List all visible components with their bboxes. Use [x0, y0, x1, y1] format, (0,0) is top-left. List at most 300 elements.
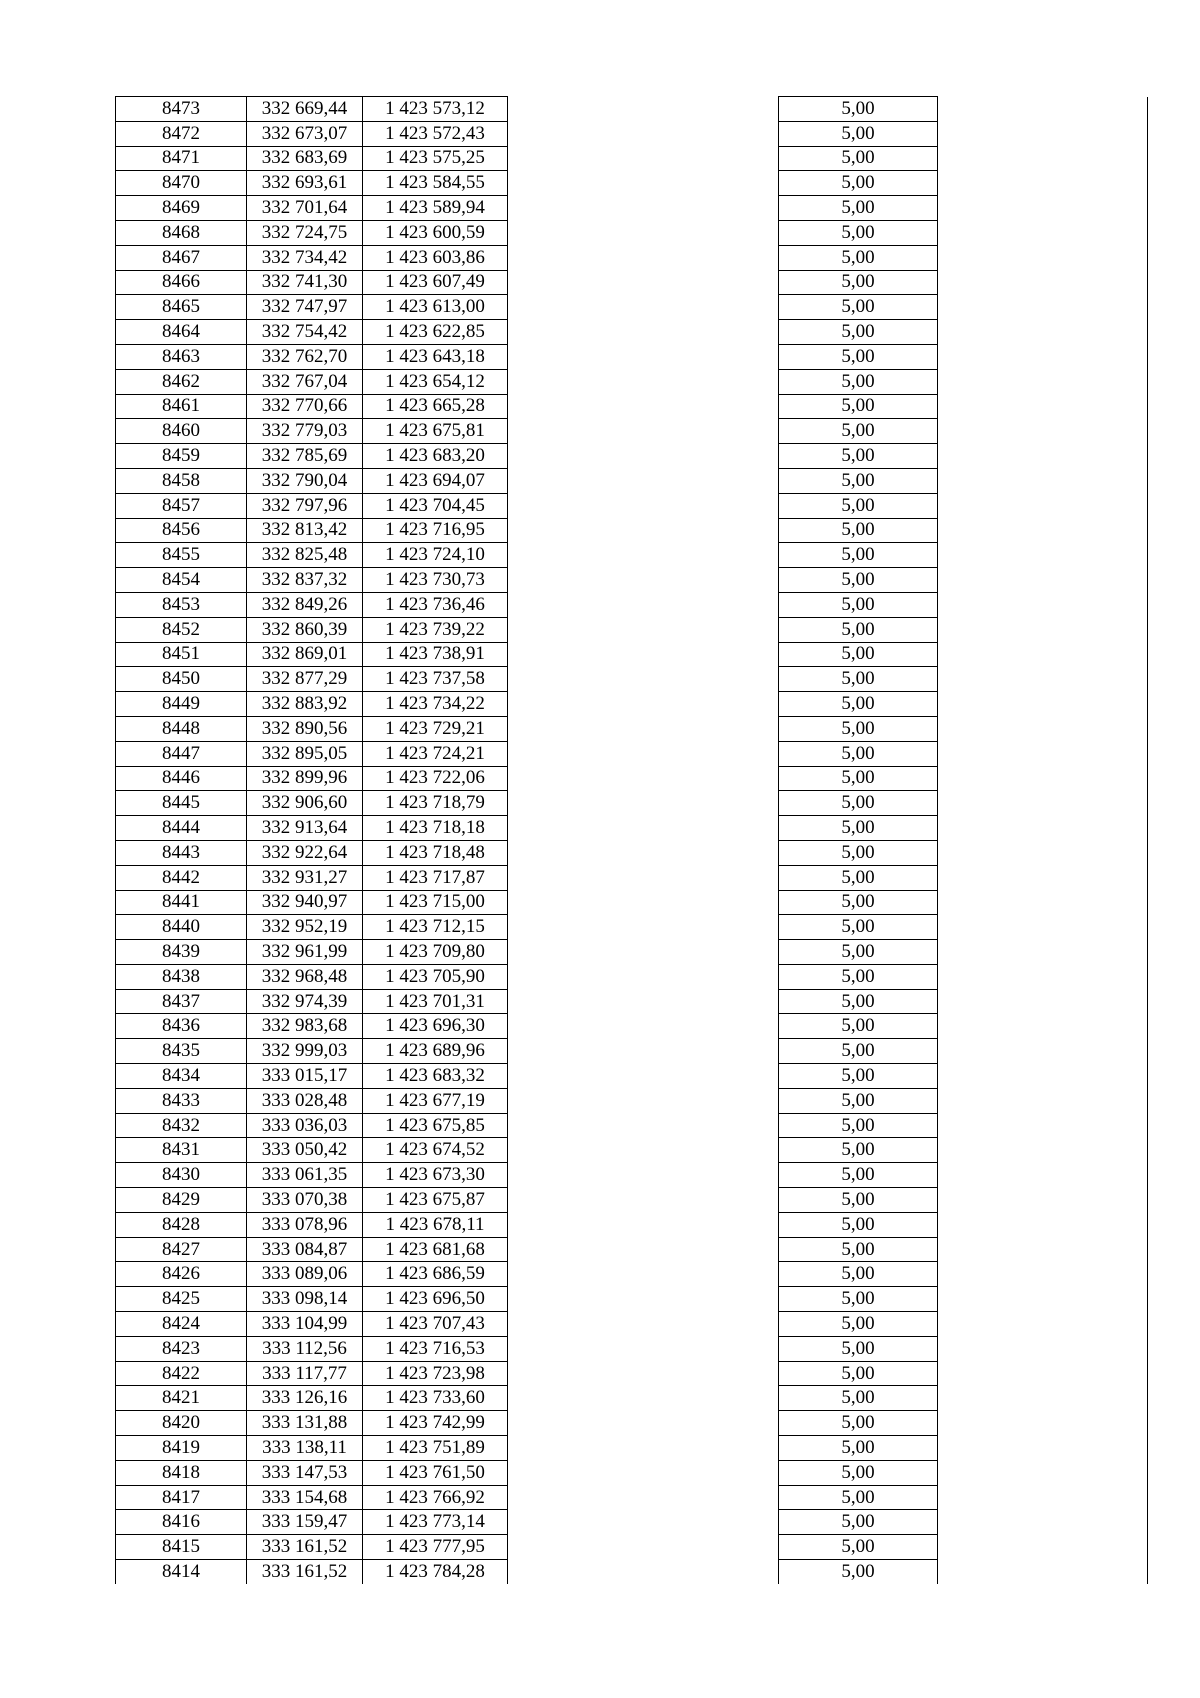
point-number-cell: 8459 [116, 444, 247, 469]
point-number-cell: 8435 [116, 1039, 247, 1064]
empty-cell [938, 716, 1148, 741]
x-coordinate-cell: 333 084,87 [247, 1237, 363, 1262]
point-number-cell: 8439 [116, 940, 247, 965]
x-coordinate-cell: 333 104,99 [247, 1312, 363, 1337]
accuracy-cell: 5,00 [779, 518, 938, 543]
point-number-cell: 8419 [116, 1436, 247, 1461]
point-number-cell: 8460 [116, 419, 247, 444]
point-number-cell: 8433 [116, 1088, 247, 1113]
table-row [116, 1460, 1148, 1485]
empty-cell [938, 568, 1148, 593]
empty-cell [508, 419, 779, 444]
accuracy-cell: 5,00 [779, 568, 938, 593]
empty-cell [508, 741, 779, 766]
point-number-cell: 8434 [116, 1064, 247, 1089]
empty-cell [938, 667, 1148, 692]
table-row [116, 1237, 1148, 1262]
y-coordinate-cell: 1 423 675,81 [363, 419, 508, 444]
accuracy-cell: 5,00 [779, 840, 938, 865]
empty-cell [508, 220, 779, 245]
table-row [116, 741, 1148, 766]
x-coordinate-cell: 333 154,68 [247, 1485, 363, 1510]
empty-cell [938, 468, 1148, 493]
table-row [116, 1113, 1148, 1138]
table-row [116, 915, 1148, 940]
table-row [116, 766, 1148, 791]
x-coordinate-cell: 333 147,53 [247, 1460, 363, 1485]
y-coordinate-cell: 1 423 722,06 [363, 766, 508, 791]
coordinates-table-body [116, 97, 1148, 1584]
point-number-cell: 8461 [116, 394, 247, 419]
point-number-cell: 8463 [116, 344, 247, 369]
point-number-cell: 8445 [116, 791, 247, 816]
x-coordinate-cell: 333 098,14 [247, 1287, 363, 1312]
empty-cell [938, 1287, 1148, 1312]
x-coordinate-cell: 332 968,48 [247, 964, 363, 989]
empty-cell [938, 394, 1148, 419]
x-coordinate-cell: 332 693,61 [247, 171, 363, 196]
y-coordinate-cell: 1 423 738,91 [363, 642, 508, 667]
empty-cell [508, 1361, 779, 1386]
accuracy-cell: 5,00 [779, 816, 938, 841]
empty-cell [508, 1113, 779, 1138]
empty-cell [508, 1485, 779, 1510]
empty-cell [938, 816, 1148, 841]
empty-cell [508, 890, 779, 915]
empty-cell [938, 344, 1148, 369]
table-row [116, 97, 1148, 122]
point-number-cell: 8430 [116, 1163, 247, 1188]
x-coordinate-cell: 333 161,52 [247, 1535, 363, 1560]
empty-cell [938, 890, 1148, 915]
point-number-cell: 8455 [116, 543, 247, 568]
accuracy-cell: 5,00 [779, 97, 938, 122]
y-coordinate-cell: 1 423 724,10 [363, 543, 508, 568]
x-coordinate-cell: 332 754,42 [247, 320, 363, 345]
y-coordinate-cell: 1 423 709,80 [363, 940, 508, 965]
table-row [116, 419, 1148, 444]
table-row [116, 1262, 1148, 1287]
empty-cell [508, 1287, 779, 1312]
y-coordinate-cell: 1 423 718,48 [363, 840, 508, 865]
y-coordinate-cell: 1 423 784,28 [363, 1560, 508, 1584]
accuracy-cell: 5,00 [779, 1212, 938, 1237]
y-coordinate-cell: 1 423 589,94 [363, 196, 508, 221]
y-coordinate-cell: 1 423 701,31 [363, 989, 508, 1014]
empty-cell [938, 791, 1148, 816]
point-number-cell: 8432 [116, 1113, 247, 1138]
x-coordinate-cell: 332 890,56 [247, 716, 363, 741]
point-number-cell: 8442 [116, 865, 247, 890]
point-number-cell: 8464 [116, 320, 247, 345]
empty-cell [508, 1460, 779, 1485]
empty-cell [938, 1411, 1148, 1436]
accuracy-cell: 5,00 [779, 1436, 938, 1461]
point-number-cell: 8444 [116, 816, 247, 841]
y-coordinate-cell: 1 423 607,49 [363, 270, 508, 295]
x-coordinate-cell: 333 117,77 [247, 1361, 363, 1386]
table-row [116, 1312, 1148, 1337]
point-number-cell: 8437 [116, 989, 247, 1014]
accuracy-cell: 5,00 [779, 890, 938, 915]
point-number-cell: 8427 [116, 1237, 247, 1262]
empty-cell [508, 518, 779, 543]
table-row [116, 1188, 1148, 1213]
point-number-cell: 8454 [116, 568, 247, 593]
point-number-cell: 8431 [116, 1138, 247, 1163]
y-coordinate-cell: 1 423 739,22 [363, 617, 508, 642]
point-number-cell: 8466 [116, 270, 247, 295]
accuracy-cell: 5,00 [779, 171, 938, 196]
accuracy-cell: 5,00 [779, 394, 938, 419]
accuracy-cell: 5,00 [779, 1510, 938, 1535]
y-coordinate-cell: 1 423 734,22 [363, 692, 508, 717]
empty-cell [508, 791, 779, 816]
empty-cell [508, 865, 779, 890]
x-coordinate-cell: 332 797,96 [247, 493, 363, 518]
empty-cell [938, 741, 1148, 766]
point-number-cell: 8448 [116, 716, 247, 741]
x-coordinate-cell: 332 883,92 [247, 692, 363, 717]
accuracy-cell: 5,00 [779, 270, 938, 295]
empty-cell [938, 493, 1148, 518]
table-row [116, 394, 1148, 419]
y-coordinate-cell: 1 423 673,30 [363, 1163, 508, 1188]
x-coordinate-cell: 332 673,07 [247, 121, 363, 146]
empty-cell [508, 320, 779, 345]
table-row [116, 964, 1148, 989]
empty-cell [508, 344, 779, 369]
y-coordinate-cell: 1 423 573,12 [363, 97, 508, 122]
empty-cell [508, 1064, 779, 1089]
accuracy-cell: 5,00 [779, 865, 938, 890]
accuracy-cell: 5,00 [779, 667, 938, 692]
empty-cell [938, 1510, 1148, 1535]
accuracy-cell: 5,00 [779, 1485, 938, 1510]
empty-cell [508, 1039, 779, 1064]
empty-cell [938, 989, 1148, 1014]
accuracy-cell: 5,00 [779, 716, 938, 741]
empty-cell [508, 816, 779, 841]
x-coordinate-cell: 333 061,35 [247, 1163, 363, 1188]
x-coordinate-cell: 333 126,16 [247, 1386, 363, 1411]
accuracy-cell: 5,00 [779, 1262, 938, 1287]
y-coordinate-cell: 1 423 716,95 [363, 518, 508, 543]
table-row [116, 692, 1148, 717]
empty-cell [508, 1212, 779, 1237]
x-coordinate-cell: 332 999,03 [247, 1039, 363, 1064]
x-coordinate-cell: 332 825,48 [247, 543, 363, 568]
table-row [116, 1411, 1148, 1436]
point-number-cell: 8441 [116, 890, 247, 915]
accuracy-cell: 5,00 [779, 419, 938, 444]
empty-cell [508, 642, 779, 667]
table-row [116, 1212, 1148, 1237]
table-row [116, 320, 1148, 345]
y-coordinate-cell: 1 423 689,96 [363, 1039, 508, 1064]
accuracy-cell: 5,00 [779, 1064, 938, 1089]
y-coordinate-cell: 1 423 717,87 [363, 865, 508, 890]
table-row [116, 1138, 1148, 1163]
table-row [116, 245, 1148, 270]
accuracy-cell: 5,00 [779, 741, 938, 766]
table-row [116, 840, 1148, 865]
empty-cell [938, 1386, 1148, 1411]
point-number-cell: 8468 [116, 220, 247, 245]
point-number-cell: 8452 [116, 617, 247, 642]
y-coordinate-cell: 1 423 733,60 [363, 1386, 508, 1411]
table-row [116, 295, 1148, 320]
empty-cell [508, 369, 779, 394]
empty-cell [938, 1436, 1148, 1461]
y-coordinate-cell: 1 423 766,92 [363, 1485, 508, 1510]
empty-cell [938, 1485, 1148, 1510]
x-coordinate-cell: 332 813,42 [247, 518, 363, 543]
accuracy-cell: 5,00 [779, 543, 938, 568]
empty-cell [938, 270, 1148, 295]
empty-cell [508, 1411, 779, 1436]
x-coordinate-cell: 332 877,29 [247, 667, 363, 692]
accuracy-cell: 5,00 [779, 1460, 938, 1485]
table-row [116, 667, 1148, 692]
accuracy-cell: 5,00 [779, 493, 938, 518]
empty-cell [938, 1560, 1148, 1584]
y-coordinate-cell: 1 423 584,55 [363, 171, 508, 196]
x-coordinate-cell: 332 974,39 [247, 989, 363, 1014]
y-coordinate-cell: 1 423 718,79 [363, 791, 508, 816]
accuracy-cell: 5,00 [779, 692, 938, 717]
y-coordinate-cell: 1 423 715,00 [363, 890, 508, 915]
empty-cell [508, 1386, 779, 1411]
x-coordinate-cell: 332 701,64 [247, 196, 363, 221]
x-coordinate-cell: 333 138,11 [247, 1436, 363, 1461]
point-number-cell: 8416 [116, 1510, 247, 1535]
empty-cell [508, 617, 779, 642]
accuracy-cell: 5,00 [779, 295, 938, 320]
table-row [116, 518, 1148, 543]
y-coordinate-cell: 1 423 742,99 [363, 1411, 508, 1436]
accuracy-cell: 5,00 [779, 468, 938, 493]
y-coordinate-cell: 1 423 613,00 [363, 295, 508, 320]
accuracy-cell: 5,00 [779, 989, 938, 1014]
table-row [116, 1336, 1148, 1361]
table-row [116, 890, 1148, 915]
table-row [116, 1039, 1148, 1064]
point-number-cell: 8424 [116, 1312, 247, 1337]
table-row [116, 1510, 1148, 1535]
accuracy-cell: 5,00 [779, 964, 938, 989]
x-coordinate-cell: 332 849,26 [247, 592, 363, 617]
table-row [116, 1485, 1148, 1510]
x-coordinate-cell: 333 161,52 [247, 1560, 363, 1584]
empty-cell [508, 245, 779, 270]
point-number-cell: 8426 [116, 1262, 247, 1287]
y-coordinate-cell: 1 423 696,50 [363, 1287, 508, 1312]
y-coordinate-cell: 1 423 751,89 [363, 1436, 508, 1461]
empty-cell [938, 1262, 1148, 1287]
y-coordinate-cell: 1 423 707,43 [363, 1312, 508, 1337]
x-coordinate-cell: 332 790,04 [247, 468, 363, 493]
empty-cell [508, 1088, 779, 1113]
x-coordinate-cell: 333 089,06 [247, 1262, 363, 1287]
x-coordinate-cell: 332 724,75 [247, 220, 363, 245]
y-coordinate-cell: 1 423 761,50 [363, 1460, 508, 1485]
y-coordinate-cell: 1 423 675,85 [363, 1113, 508, 1138]
empty-cell [508, 716, 779, 741]
x-coordinate-cell: 333 036,03 [247, 1113, 363, 1138]
y-coordinate-cell: 1 423 572,43 [363, 121, 508, 146]
empty-cell [938, 1336, 1148, 1361]
accuracy-cell: 5,00 [779, 592, 938, 617]
empty-cell [508, 1014, 779, 1039]
table-row [116, 220, 1148, 245]
x-coordinate-cell: 332 913,64 [247, 816, 363, 841]
y-coordinate-cell: 1 423 683,32 [363, 1064, 508, 1089]
table-row [116, 369, 1148, 394]
x-coordinate-cell: 333 159,47 [247, 1510, 363, 1535]
point-number-cell: 8472 [116, 121, 247, 146]
point-number-cell: 8465 [116, 295, 247, 320]
accuracy-cell: 5,00 [779, 245, 938, 270]
y-coordinate-cell: 1 423 681,68 [363, 1237, 508, 1262]
table-row [116, 568, 1148, 593]
table-row [116, 716, 1148, 741]
x-coordinate-cell: 332 860,39 [247, 617, 363, 642]
empty-cell [508, 146, 779, 171]
point-number-cell: 8420 [116, 1411, 247, 1436]
x-coordinate-cell: 332 952,19 [247, 915, 363, 940]
point-number-cell: 8467 [116, 245, 247, 270]
empty-cell [508, 121, 779, 146]
empty-cell [508, 295, 779, 320]
accuracy-cell: 5,00 [779, 1237, 938, 1262]
y-coordinate-cell: 1 423 643,18 [363, 344, 508, 369]
x-coordinate-cell: 332 869,01 [247, 642, 363, 667]
empty-cell [938, 171, 1148, 196]
accuracy-cell: 5,00 [779, 1163, 938, 1188]
empty-cell [938, 146, 1148, 171]
point-number-cell: 8451 [116, 642, 247, 667]
empty-cell [508, 1510, 779, 1535]
table-row [116, 270, 1148, 295]
accuracy-cell: 5,00 [779, 146, 938, 171]
table-row [116, 171, 1148, 196]
y-coordinate-cell: 1 423 777,95 [363, 1535, 508, 1560]
empty-cell [938, 840, 1148, 865]
empty-cell [938, 1460, 1148, 1485]
empty-cell [508, 1336, 779, 1361]
x-coordinate-cell: 332 741,30 [247, 270, 363, 295]
accuracy-cell: 5,00 [779, 344, 938, 369]
table-row [116, 791, 1148, 816]
accuracy-cell: 5,00 [779, 1411, 938, 1436]
empty-cell [938, 543, 1148, 568]
empty-cell [508, 692, 779, 717]
point-number-cell: 8470 [116, 171, 247, 196]
point-number-cell: 8436 [116, 1014, 247, 1039]
table-row [116, 940, 1148, 965]
point-number-cell: 8418 [116, 1460, 247, 1485]
table-row [116, 444, 1148, 469]
point-number-cell: 8473 [116, 97, 247, 122]
point-number-cell: 8421 [116, 1386, 247, 1411]
point-number-cell: 8450 [116, 667, 247, 692]
y-coordinate-cell: 1 423 694,07 [363, 468, 508, 493]
accuracy-cell: 5,00 [779, 220, 938, 245]
empty-cell [508, 989, 779, 1014]
x-coordinate-cell: 332 669,44 [247, 97, 363, 122]
accuracy-cell: 5,00 [779, 1386, 938, 1411]
x-coordinate-cell: 333 015,17 [247, 1064, 363, 1089]
y-coordinate-cell: 1 423 654,12 [363, 369, 508, 394]
x-coordinate-cell: 332 922,64 [247, 840, 363, 865]
table-row [116, 642, 1148, 667]
table-row [116, 1361, 1148, 1386]
accuracy-cell: 5,00 [779, 1287, 938, 1312]
x-coordinate-cell: 333 131,88 [247, 1411, 363, 1436]
point-number-cell: 8440 [116, 915, 247, 940]
accuracy-cell: 5,00 [779, 196, 938, 221]
x-coordinate-cell: 332 940,97 [247, 890, 363, 915]
x-coordinate-cell: 332 779,03 [247, 419, 363, 444]
accuracy-cell: 5,00 [779, 121, 938, 146]
y-coordinate-cell: 1 423 736,46 [363, 592, 508, 617]
accuracy-cell: 5,00 [779, 642, 938, 667]
x-coordinate-cell: 332 770,66 [247, 394, 363, 419]
accuracy-cell: 5,00 [779, 1336, 938, 1361]
y-coordinate-cell: 1 423 622,85 [363, 320, 508, 345]
point-number-cell: 8458 [116, 468, 247, 493]
accuracy-cell: 5,00 [779, 766, 938, 791]
empty-cell [508, 1312, 779, 1337]
table-row [116, 1088, 1148, 1113]
empty-cell [938, 964, 1148, 989]
empty-cell [508, 1262, 779, 1287]
empty-cell [938, 1188, 1148, 1213]
table-row [116, 1163, 1148, 1188]
y-coordinate-cell: 1 423 730,73 [363, 568, 508, 593]
y-coordinate-cell: 1 423 729,21 [363, 716, 508, 741]
accuracy-cell: 5,00 [779, 1312, 938, 1337]
y-coordinate-cell: 1 423 575,25 [363, 146, 508, 171]
x-coordinate-cell: 332 961,99 [247, 940, 363, 965]
table-row [116, 816, 1148, 841]
y-coordinate-cell: 1 423 704,45 [363, 493, 508, 518]
x-coordinate-cell: 332 895,05 [247, 741, 363, 766]
coordinates-table [115, 96, 1148, 1584]
y-coordinate-cell: 1 423 665,28 [363, 394, 508, 419]
empty-cell [508, 1436, 779, 1461]
x-coordinate-cell: 332 983,68 [247, 1014, 363, 1039]
accuracy-cell: 5,00 [779, 444, 938, 469]
y-coordinate-cell: 1 423 724,21 [363, 741, 508, 766]
empty-cell [938, 220, 1148, 245]
accuracy-cell: 5,00 [779, 915, 938, 940]
point-number-cell: 8428 [116, 1212, 247, 1237]
accuracy-cell: 5,00 [779, 1138, 938, 1163]
y-coordinate-cell: 1 423 712,15 [363, 915, 508, 940]
empty-cell [938, 1237, 1148, 1262]
empty-cell [938, 617, 1148, 642]
y-coordinate-cell: 1 423 705,90 [363, 964, 508, 989]
point-number-cell: 8462 [116, 369, 247, 394]
empty-cell [508, 915, 779, 940]
empty-cell [938, 1014, 1148, 1039]
empty-cell [938, 592, 1148, 617]
x-coordinate-cell: 332 734,42 [247, 245, 363, 270]
empty-cell [508, 766, 779, 791]
empty-cell [508, 667, 779, 692]
